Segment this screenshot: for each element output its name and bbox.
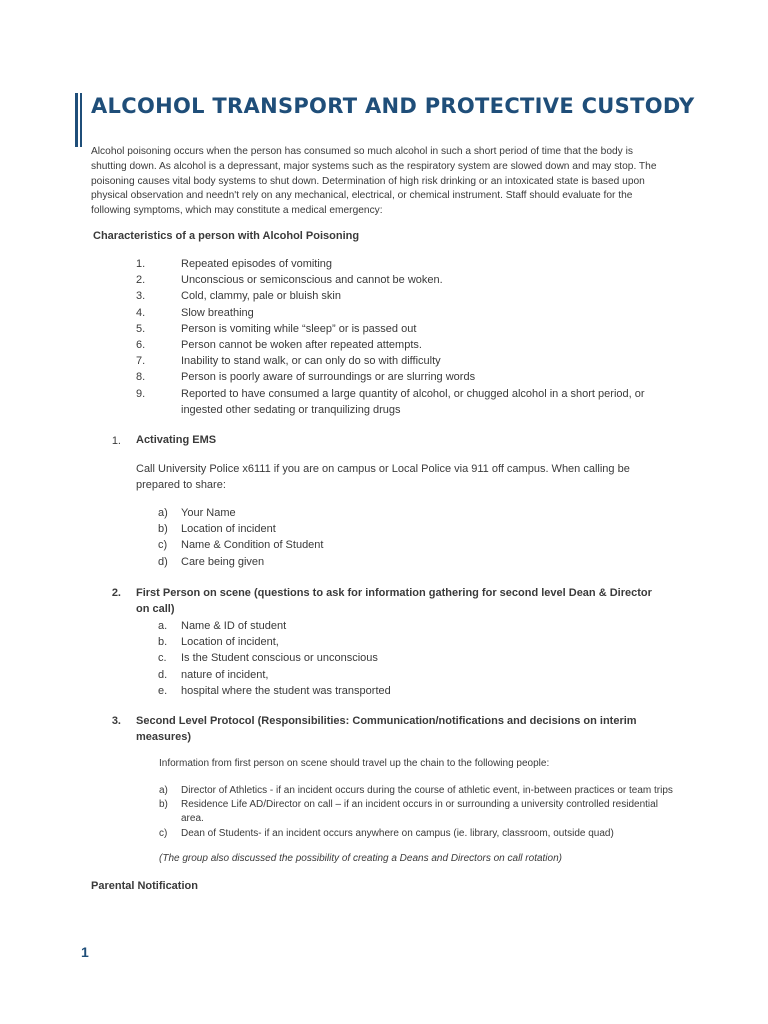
list-item-number: 9. bbox=[136, 387, 146, 400]
list-item-number: b. bbox=[158, 636, 168, 649]
list-item-number: 4. bbox=[136, 306, 146, 319]
list-item: Is the Student conscious or unconscious bbox=[181, 652, 378, 665]
list-item: Reported to have consumed a large quantity of alcohol, or chugged alcohol in a short period, or bbox=[181, 387, 645, 400]
parental-notification-heading: Parental Notification bbox=[91, 880, 198, 892]
list-item-number: 2. bbox=[136, 274, 146, 287]
first-person-heading: on call) bbox=[136, 603, 175, 615]
list-item: Name & Condition of Student bbox=[181, 539, 324, 552]
list-item: Dean of Students- if an incident occurs anywhere on campus (ie. library, classroom, outside quad) bbox=[181, 827, 614, 839]
ems-heading: Activating EMS bbox=[136, 434, 217, 446]
second-level-note: (The group also discussed the possibility of creating a Deans and Directors on call rotation) bbox=[159, 853, 562, 864]
list-item: hospital where the student was transported bbox=[181, 684, 391, 697]
list-item-number: b) bbox=[158, 523, 168, 536]
intro-paragraph: Alcohol poisoning occurs when the person has consumed so much alcohol in such a short period of time that the body is shutting down. As alcohol is a depressant, major systems such as the respiratory system are slowed down and may stop. The poisoning causes vital body systems to shut down. Determination of high risk drinking or an intoxicated state is based upon physical observation and needn't rely on any mechanical, electrical, or chemical instrument. Staff should evaluate for the following symptoms, which may constitute a medical emergency: bbox=[91, 146, 657, 217]
list-item: Person cannot be woken after repeated attempts. bbox=[181, 339, 422, 351]
list-item-number: 3. bbox=[136, 290, 146, 303]
list-item: Inability to stand walk, or can only do so with difficulty bbox=[181, 355, 441, 368]
list-item: Residence Life AD/Director on call – if an incident occurs in or surrounding a university controlled residential bbox=[181, 799, 658, 811]
accent-bar bbox=[75, 93, 78, 147]
section-number: 1. bbox=[111, 435, 121, 447]
list-item: Unconscious or semiconscious and cannot be woken. bbox=[181, 274, 443, 287]
list-item: Repeated episodes of vomiting bbox=[181, 258, 333, 270]
list-item: Location of incident, bbox=[181, 636, 279, 649]
list-item-number: 6. bbox=[136, 339, 146, 351]
list-item-number: b) bbox=[159, 799, 168, 811]
second-level-heading: measures) bbox=[136, 731, 192, 743]
list-item-number: 1. bbox=[136, 258, 146, 270]
page-number: 1 bbox=[81, 944, 89, 960]
accent-bar bbox=[80, 93, 82, 147]
list-item-number: 8. bbox=[136, 371, 146, 384]
list-item-continuation: area. bbox=[181, 813, 204, 825]
list-item: Your Name bbox=[181, 507, 236, 519]
title-accent-bars bbox=[75, 93, 83, 147]
list-item-number: 5. bbox=[136, 322, 146, 335]
list-item-number: c. bbox=[158, 652, 167, 665]
list-item: Cold, clammy, pale or bluish skin bbox=[181, 290, 341, 303]
list-item-number: a) bbox=[158, 507, 168, 519]
ems-body-line: Call University Police x6111 if you are on campus or Local Police via 911 off campus. When calling be bbox=[136, 463, 630, 475]
section-number: 3. bbox=[111, 715, 121, 727]
document-title: ALCOHOL TRANSPORT AND PROTECTIVE CUSTODY bbox=[91, 94, 695, 118]
list-item-number: e. bbox=[158, 684, 168, 697]
ems-body-line: prepared to share: bbox=[136, 479, 226, 491]
list-item-number: 7. bbox=[136, 355, 146, 368]
list-item-number: c) bbox=[158, 539, 168, 552]
list-item: Slow breathing bbox=[181, 306, 254, 319]
list-item-number: a) bbox=[159, 785, 168, 796]
list-item: Person is poorly aware of surroundings or are slurring words bbox=[181, 371, 476, 384]
list-item: Name & ID of student bbox=[181, 620, 287, 632]
section-number: 2. bbox=[111, 587, 121, 599]
list-item-number: c) bbox=[159, 827, 168, 839]
characteristics-heading: Characteristics of a person with Alcohol Poisoning bbox=[93, 230, 360, 242]
first-person-heading: First Person on scene (questions to ask for information gathering for second level Dean & Director bbox=[136, 587, 652, 599]
second-level-body: Information from first person on scene should travel up the chain to the following people: bbox=[159, 758, 550, 769]
second-level-heading: Second Level Protocol (Responsibilities: Communication/notifications and decisions on interim bbox=[136, 715, 637, 727]
list-item: Location of incident bbox=[181, 523, 276, 536]
list-item-continuation: ingested other sedating or tranquilizing drugs bbox=[181, 403, 401, 416]
list-item-number: d. bbox=[158, 668, 168, 681]
list-item-number: a. bbox=[158, 620, 168, 632]
list-item: nature of incident, bbox=[181, 668, 269, 681]
list-item-number: d) bbox=[158, 555, 168, 568]
list-item: Director of Athletics - if an incident occurs during the course of athletic event, in-between practices or team trips bbox=[181, 785, 673, 796]
list-item: Care being given bbox=[181, 555, 265, 568]
list-item: Person is vomiting while “sleep” or is passed out bbox=[181, 322, 417, 335]
